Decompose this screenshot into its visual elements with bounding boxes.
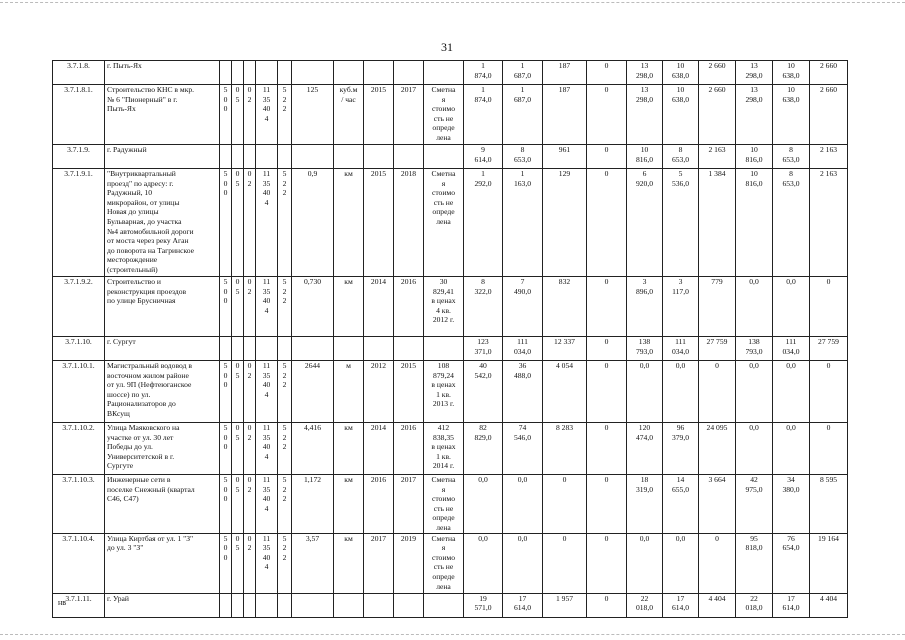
value-cell: 10 816,0 — [736, 169, 773, 277]
value-cell: 111 034,0 — [503, 337, 543, 361]
row-code-cell: 3.7.1.8.1. — [53, 85, 105, 145]
value-cell: 9 614,0 — [464, 145, 503, 169]
value-cell: 108 879,24 в ценах 1 кв. 2013 г. — [424, 361, 464, 423]
value-cell: 0 — [810, 277, 848, 337]
row-code-cell: 3.7.1.9.1. — [53, 169, 105, 277]
value-cell — [244, 61, 256, 85]
object-name-cell: Строительство и реконструкция проездов по улице Брусничная — [105, 277, 220, 337]
value-cell: 0 — [587, 337, 627, 361]
value-cell — [334, 61, 364, 85]
value-cell — [256, 61, 278, 85]
value-cell: 2015 — [364, 85, 394, 145]
value-cell: 2644 — [292, 361, 334, 423]
value-cell: 3 117,0 — [663, 277, 699, 337]
value-cell — [292, 593, 334, 617]
value-cell: 2018 — [394, 169, 424, 277]
value-cell: 1 687,0 — [503, 61, 543, 85]
value-cell: м — [334, 361, 364, 423]
footer-note: нв — [58, 598, 67, 607]
value-cell: 2016 — [394, 423, 424, 475]
value-cell: 19 571,0 — [464, 593, 503, 617]
value-cell: 0 — [587, 169, 627, 277]
value-cell: 10 638,0 — [773, 85, 810, 145]
value-cell: 2019 — [394, 533, 424, 593]
value-cell — [256, 337, 278, 361]
value-cell: 129 — [543, 169, 587, 277]
value-cell: 0,0 — [663, 533, 699, 593]
value-cell: 3 664 — [699, 475, 736, 534]
value-cell: 0 2 — [244, 361, 256, 423]
value-cell: 0 — [587, 593, 627, 617]
value-cell: 0 5 — [232, 475, 244, 534]
value-cell: 111 034,0 — [663, 337, 699, 361]
value-cell: 187 — [543, 61, 587, 85]
value-cell: 8 322,0 — [464, 277, 503, 337]
value-cell: 13 298,0 — [736, 85, 773, 145]
value-cell: 4,416 — [292, 423, 334, 475]
value-cell — [220, 61, 232, 85]
value-cell: 0,0 — [736, 423, 773, 475]
object-name-cell: "Внутриквартальный проезд" по адресу: г. Радужный, 10 микрорайон, от улицы Новая до улицы Бульварная, до участка №4 автомобильной дороги от моста через реку Аган до поворота на Тагринское месторождение (строительный) — [105, 169, 220, 277]
value-cell: 2017 — [394, 475, 424, 534]
value-cell — [424, 145, 464, 169]
value-cell: км — [334, 475, 364, 534]
value-cell: 0 — [587, 361, 627, 423]
value-cell — [394, 593, 424, 617]
value-cell — [424, 337, 464, 361]
value-cell — [364, 145, 394, 169]
value-cell: 138 793,0 — [736, 337, 773, 361]
value-cell: 0,0 — [627, 361, 663, 423]
value-cell: 1 874,0 — [464, 85, 503, 145]
value-cell — [278, 61, 292, 85]
value-cell: 0,0 — [627, 533, 663, 593]
value-cell — [424, 593, 464, 617]
value-cell: 0,0 — [773, 423, 810, 475]
value-cell: км — [334, 533, 364, 593]
value-cell — [232, 337, 244, 361]
value-cell: 2 660 — [699, 85, 736, 145]
value-cell: км — [334, 169, 364, 277]
value-cell — [256, 593, 278, 617]
value-cell — [278, 337, 292, 361]
value-cell: 0 5 — [232, 423, 244, 475]
value-cell: 0 5 — [232, 169, 244, 277]
value-cell: 0,0 — [464, 533, 503, 593]
value-cell: 12 337 — [543, 337, 587, 361]
value-cell — [244, 337, 256, 361]
value-cell: 10 638,0 — [663, 61, 699, 85]
value-cell: 11 35 40 4 — [256, 85, 278, 145]
value-cell: куб.м / час — [334, 85, 364, 145]
object-name-cell: г. Сургут — [105, 337, 220, 361]
row-code-cell: 3.7.1.10. — [53, 337, 105, 361]
value-cell: Сметна я стоимо сть не опреде лена — [424, 475, 464, 534]
value-cell — [424, 61, 464, 85]
value-cell: 2016 — [364, 475, 394, 534]
value-cell: 120 474,0 — [627, 423, 663, 475]
row-code-cell: 3.7.1.11. — [53, 593, 105, 617]
row-code-cell: 3.7.1.10.4. — [53, 533, 105, 593]
value-cell: 3 896,0 — [627, 277, 663, 337]
value-cell: 96 379,0 — [663, 423, 699, 475]
value-cell — [220, 337, 232, 361]
row-code-cell: 3.7.1.10.3. — [53, 475, 105, 534]
object-name-cell: г. Пыть-Ях — [105, 61, 220, 85]
value-cell: 1 687,0 — [503, 85, 543, 145]
value-cell: 40 542,0 — [464, 361, 503, 423]
value-cell: 0 — [587, 145, 627, 169]
value-cell: 13 298,0 — [627, 61, 663, 85]
value-cell: 0,0 — [736, 277, 773, 337]
object-name-cell: Строительство КНС в мкр. № 6 "Пионерный" в г. Пыть-Ях — [105, 85, 220, 145]
value-cell: 7 490,0 — [503, 277, 543, 337]
table-row — [53, 169, 848, 277]
value-cell — [394, 337, 424, 361]
value-cell: 1 163,0 — [503, 169, 543, 277]
value-cell: 2015 — [364, 169, 394, 277]
value-cell: 8 653,0 — [503, 145, 543, 169]
value-cell: 11 35 40 4 — [256, 423, 278, 475]
value-cell: 0,0 — [663, 361, 699, 423]
value-cell: 2015 — [394, 361, 424, 423]
value-cell — [292, 61, 334, 85]
value-cell — [364, 593, 394, 617]
value-cell: 5 2 2 — [278, 277, 292, 337]
value-cell — [334, 593, 364, 617]
value-cell — [278, 145, 292, 169]
value-cell — [232, 145, 244, 169]
value-cell — [292, 337, 334, 361]
value-cell — [244, 593, 256, 617]
value-cell: 0 2 — [244, 85, 256, 145]
value-cell: 2 163 — [810, 145, 848, 169]
value-cell: 10 638,0 — [663, 85, 699, 145]
value-cell: 14 655,0 — [663, 475, 699, 534]
value-cell: 2014 — [364, 423, 394, 475]
value-cell: 0 — [699, 361, 736, 423]
value-cell: км — [334, 277, 364, 337]
value-cell: 27 759 — [810, 337, 848, 361]
value-cell: 17 614,0 — [773, 593, 810, 617]
value-cell: 0 — [587, 475, 627, 534]
investment-program-table — [52, 60, 848, 618]
value-cell: 0 2 — [244, 277, 256, 337]
value-cell: 4 054 — [543, 361, 587, 423]
value-cell — [220, 145, 232, 169]
value-cell: 5 0 0 — [220, 169, 232, 277]
row-code-cell: 3.7.1.9. — [53, 145, 105, 169]
value-cell: 0,0 — [503, 533, 543, 593]
value-cell: 0,0 — [736, 361, 773, 423]
scan-bottom-edge — [0, 634, 905, 636]
value-cell: 3,57 — [292, 533, 334, 593]
value-cell: 5 2 2 — [278, 169, 292, 277]
value-cell: 138 793,0 — [627, 337, 663, 361]
table-row — [53, 533, 848, 593]
value-cell: 5 2 2 — [278, 475, 292, 534]
value-cell: км — [334, 423, 364, 475]
value-cell: 0 — [587, 277, 627, 337]
value-cell: 10 816,0 — [627, 145, 663, 169]
table-row — [53, 337, 848, 361]
value-cell: 22 018,0 — [627, 593, 663, 617]
value-cell: 5 2 2 — [278, 533, 292, 593]
value-cell — [232, 593, 244, 617]
value-cell — [334, 145, 364, 169]
value-cell: 4 404 — [810, 593, 848, 617]
value-cell: 76 654,0 — [773, 533, 810, 593]
page-number: 31 — [441, 40, 453, 54]
value-cell: 30 829,41 в ценах 4 кв. 2012 г. — [424, 277, 464, 337]
value-cell: 0 — [587, 85, 627, 145]
value-cell: 2 660 — [810, 61, 848, 85]
value-cell: 0 — [810, 423, 848, 475]
value-cell: 0 2 — [244, 169, 256, 277]
value-cell: Сметна я стоимо сть не опреде лена — [424, 85, 464, 145]
value-cell: 18 319,0 — [627, 475, 663, 534]
value-cell: 13 298,0 — [627, 85, 663, 145]
value-cell: 5 0 0 — [220, 423, 232, 475]
value-cell: 0,0 — [503, 475, 543, 534]
value-cell: 0 — [587, 533, 627, 593]
value-cell: 34 380,0 — [773, 475, 810, 534]
value-cell: 0 5 — [232, 277, 244, 337]
value-cell: 8 283 — [543, 423, 587, 475]
scan-top-edge — [0, 2, 905, 4]
value-cell: 111 034,0 — [773, 337, 810, 361]
value-cell: 1,172 — [292, 475, 334, 534]
value-cell: 17 614,0 — [663, 593, 699, 617]
value-cell: 412 838,35 в ценах 1 кв. 2014 г. — [424, 423, 464, 475]
object-name-cell: г. Радужный — [105, 145, 220, 169]
value-cell: 2 163 — [810, 169, 848, 277]
value-cell: 5 2 2 — [278, 423, 292, 475]
row-code-cell: 3.7.1.10.2. — [53, 423, 105, 475]
value-cell: 27 759 — [699, 337, 736, 361]
value-cell — [220, 593, 232, 617]
value-cell: 22 018,0 — [736, 593, 773, 617]
table-row — [53, 145, 848, 169]
table-row — [53, 593, 848, 617]
value-cell: 5 0 0 — [220, 533, 232, 593]
value-cell: 0 2 — [244, 475, 256, 534]
value-cell: 5 536,0 — [663, 169, 699, 277]
value-cell: 2 163 — [699, 145, 736, 169]
value-cell: 5 0 0 — [220, 475, 232, 534]
value-cell: 82 829,0 — [464, 423, 503, 475]
value-cell: 125 — [292, 85, 334, 145]
value-cell: 0,0 — [773, 361, 810, 423]
value-cell: 187 — [543, 85, 587, 145]
value-cell: Сметна я стоимо сть не опреде лена — [424, 169, 464, 277]
value-cell: 0,730 — [292, 277, 334, 337]
object-name-cell: Улица Маяковского на участке от ул. 30 лет Победы до ул. Университетской в г. Сургуте — [105, 423, 220, 475]
value-cell: 0,9 — [292, 169, 334, 277]
value-cell: 2016 — [394, 277, 424, 337]
object-name-cell: г. Урай — [105, 593, 220, 617]
value-cell: 8 653,0 — [773, 169, 810, 277]
value-cell: 11 35 40 4 — [256, 277, 278, 337]
value-cell: 0 5 — [232, 85, 244, 145]
value-cell: 2017 — [394, 85, 424, 145]
table-row — [53, 423, 848, 475]
value-cell: 832 — [543, 277, 587, 337]
object-name-cell: Улица Киртбая от ул. 1 "З" до ул. 3 "З" — [105, 533, 220, 593]
value-cell: 74 546,0 — [503, 423, 543, 475]
value-cell: 8 653,0 — [663, 145, 699, 169]
table-row — [53, 61, 848, 85]
value-cell: 0 — [587, 423, 627, 475]
value-cell — [244, 145, 256, 169]
value-cell: 10 638,0 — [773, 61, 810, 85]
value-cell: 17 614,0 — [503, 593, 543, 617]
row-code-cell: 3.7.1.9.2. — [53, 277, 105, 337]
value-cell: 0 — [810, 361, 848, 423]
table-row — [53, 361, 848, 423]
value-cell: 1 874,0 — [464, 61, 503, 85]
value-cell: 0 — [543, 475, 587, 534]
value-cell: 95 818,0 — [736, 533, 773, 593]
value-cell: 961 — [543, 145, 587, 169]
table-row — [53, 85, 848, 145]
value-cell: 0 2 — [244, 423, 256, 475]
value-cell: 2 660 — [699, 61, 736, 85]
table-row — [53, 277, 848, 337]
value-cell: 0 2 — [244, 533, 256, 593]
value-cell: 5 0 0 — [220, 361, 232, 423]
value-cell: 36 488,0 — [503, 361, 543, 423]
value-cell — [394, 61, 424, 85]
value-cell: 4 404 — [699, 593, 736, 617]
value-cell: 1 957 — [543, 593, 587, 617]
value-cell: 11 35 40 4 — [256, 169, 278, 277]
value-cell: 0 5 — [232, 533, 244, 593]
value-cell: 5 2 2 — [278, 361, 292, 423]
value-cell — [334, 337, 364, 361]
value-cell: 11 35 40 4 — [256, 475, 278, 534]
value-cell: 10 816,0 — [736, 145, 773, 169]
value-cell — [364, 61, 394, 85]
value-cell: 123 371,0 — [464, 337, 503, 361]
value-cell: 13 298,0 — [736, 61, 773, 85]
value-cell: 0 — [699, 533, 736, 593]
value-cell: 11 35 40 4 — [256, 361, 278, 423]
value-cell: Сметна я стоимо сть не опреде лена — [424, 533, 464, 593]
object-name-cell: Магистральный водовод в восточном жилом районе от ул. 9П (Нефтеюганское шоссе) по ул. Рационализаторов до ВКсущ — [105, 361, 220, 423]
value-cell: 0,0 — [464, 475, 503, 534]
value-cell: 779 — [699, 277, 736, 337]
value-cell: 19 164 — [810, 533, 848, 593]
value-cell: 0 5 — [232, 361, 244, 423]
value-cell: 1 384 — [699, 169, 736, 277]
value-cell: 6 920,0 — [627, 169, 663, 277]
value-cell: 5 0 0 — [220, 85, 232, 145]
value-cell: 8 595 — [810, 475, 848, 534]
row-code-cell: 3.7.1.8. — [53, 61, 105, 85]
value-cell — [232, 61, 244, 85]
value-cell — [394, 145, 424, 169]
value-cell: 5 2 2 — [278, 85, 292, 145]
value-cell: 0 — [543, 533, 587, 593]
value-cell — [364, 337, 394, 361]
value-cell: 11 35 40 4 — [256, 533, 278, 593]
value-cell — [256, 145, 278, 169]
value-cell: 2 660 — [810, 85, 848, 145]
value-cell — [278, 593, 292, 617]
value-cell: 2012 — [364, 361, 394, 423]
value-cell: 0 — [587, 61, 627, 85]
value-cell: 1 292,0 — [464, 169, 503, 277]
value-cell: 8 653,0 — [773, 145, 810, 169]
value-cell: 5 0 0 — [220, 277, 232, 337]
value-cell: 24 095 — [699, 423, 736, 475]
value-cell: 2014 — [364, 277, 394, 337]
value-cell: 42 975,0 — [736, 475, 773, 534]
value-cell: 2017 — [364, 533, 394, 593]
object-name-cell: Инженерные сети в поселке Снежный (квартал С46, С47) — [105, 475, 220, 534]
table-row — [53, 475, 848, 534]
row-code-cell: 3.7.1.10.1. — [53, 361, 105, 423]
value-cell: 0,0 — [773, 277, 810, 337]
value-cell — [292, 145, 334, 169]
